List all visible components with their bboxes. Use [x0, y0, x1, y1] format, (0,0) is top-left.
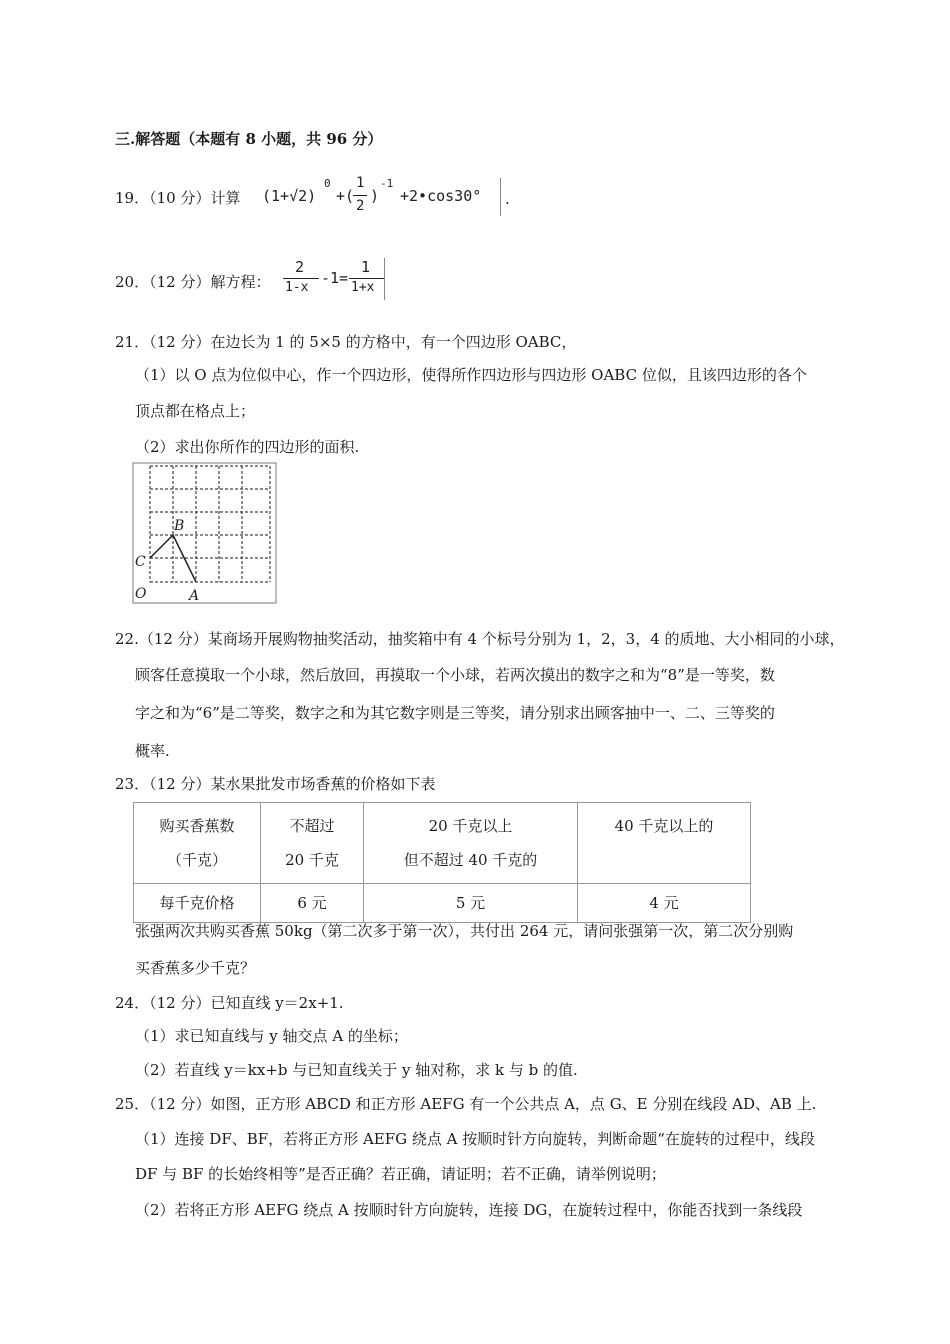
q22-line3: 字之和为“6”是二等奖，数字之和为其它数字则是三等奖，请分别求出顾客抽中一、二、三等奖的: [135, 704, 775, 722]
table-header-row: [134, 803, 751, 884]
q21-grid-figure: [132, 462, 277, 604]
table-cell: 6 元: [261, 884, 364, 923]
q19-period: .: [505, 190, 510, 208]
q24-line3: （2）若直线 y＝kx+b 与已知直线关于 y 轴对称，求 k 与 b 的值.: [135, 1061, 578, 1079]
q22-line1: 22.（12 分）某商场开展购物抽奖活动，抽奖箱中有 4 个标号分别为 1，2，3，4 的质地、大小相同的小球，: [115, 630, 845, 648]
table-header-cell: 不超过 20 千克: [261, 803, 364, 884]
q20-frac2-bar: [349, 278, 385, 279]
q19-formula: (1+√2) 0 +( 1 2 ) -1 +2•cos30°: [262, 178, 502, 218]
q20-mid: -1=: [321, 269, 349, 287]
q24-line2: （1）求已知直线与 y 轴交点 A 的坐标；: [135, 1027, 408, 1045]
q20-frac1-bar: [283, 278, 319, 279]
q19-frac-den: 2: [356, 198, 365, 214]
table-cell: 每千克价格: [134, 884, 261, 923]
table-cell: 5 元: [364, 884, 578, 923]
label-o: O: [135, 586, 147, 602]
q23-line3: 买香蕉多少千克？: [135, 959, 256, 977]
q22-line2: 顾客任意摸取一个小球，然后放回，再摸取一个小球，若两次摸出的数字之和为“8”是一等奖，数: [135, 666, 775, 684]
q19-exp0: 0: [324, 177, 331, 190]
q25-line1: 25．（12 分）如图，正方形 ABCD 和正方形 AEFG 有一个公共点 A，点 G、E 分别在线段 AD、AB 上.: [115, 1095, 817, 1113]
q19-exp-neg1: -1: [380, 177, 394, 190]
q20-frac2-den: 1+x: [351, 280, 375, 295]
q20-frac2-num: 1: [361, 258, 371, 276]
banana-price-table: [133, 802, 751, 923]
section-header: 三.解答题（本题有 8 小题，共 96 分）: [115, 130, 383, 148]
q22-line4: 概率.: [135, 742, 170, 760]
q19-formula-left: (1+√2): [262, 187, 317, 205]
q21-line1: 21．（12 分）在边长为 1 的 5×5 的方格中，有一个四边形 OABC，: [115, 333, 577, 351]
q21-line4: （2）求出你所作的四边形的面积.: [135, 438, 360, 456]
label-b: B: [174, 518, 185, 534]
q24-line1: 24．（12 分）已知直线 y＝2x+1.: [115, 994, 344, 1012]
q20-frac1-den: 1-x: [285, 280, 309, 295]
q19-prefix: 19．（10 分）计算: [115, 189, 241, 207]
q25-line2: （1）连接 DF、BF，若将正方形 AEFG 绕点 A 按顺时针方向旋转，判断命题“在旋转的过程中，线段: [135, 1130, 815, 1148]
q19-frac-bar: [353, 195, 367, 196]
grid-lines: [150, 466, 270, 582]
table-header-cell: 40 千克以上的: [578, 803, 751, 884]
q20-cursor-line: [384, 258, 385, 300]
q25-line3: DF 与 BF 的长始终相等”是否正确？若正确，请证明；若不正确，请举例说明；: [135, 1165, 666, 1183]
figure-frame: [133, 463, 276, 603]
q19-tail: +2•cos30°: [400, 187, 482, 205]
table-row: [134, 884, 751, 923]
q21-line3: 顶点都在格点上；: [135, 402, 256, 420]
q20-frac1-num: 2: [295, 258, 305, 276]
q21-line2: （1）以 O 点为位似中心，作一个四边形，使得所作四边形与四边形 OABC 位似，且该四边形的各个: [135, 366, 807, 384]
q25-line4: （2）若将正方形 AEFG 绕点 A 按顺时针方向旋转，连接 DG，在旋转过程中，你能否找到一条线段: [135, 1201, 803, 1219]
table-cell: 4 元: [578, 884, 751, 923]
q20-formula: [283, 256, 393, 302]
label-c: C: [135, 554, 146, 570]
q19-frac-num: 1: [356, 175, 365, 191]
table-header-cell: 购买香蕉数 （千克）: [134, 803, 261, 884]
q19-plus: +(: [336, 187, 355, 205]
table-header-cell: 20 千克以上 但不超过 40 千克的: [364, 803, 578, 884]
q19-cursor-line: [500, 178, 501, 216]
q20-prefix: 20．（12 分）解方程：: [115, 273, 271, 291]
q23-line1: 23．（12 分）某水果批发市场香蕉的价格如下表: [115, 775, 436, 793]
q23-line2: 张强两次共购买香蕉 50kg（第二次多于第一次），共付出 264 元，请问张强第一次，第二次分别购: [135, 922, 794, 940]
label-a: A: [189, 588, 200, 604]
